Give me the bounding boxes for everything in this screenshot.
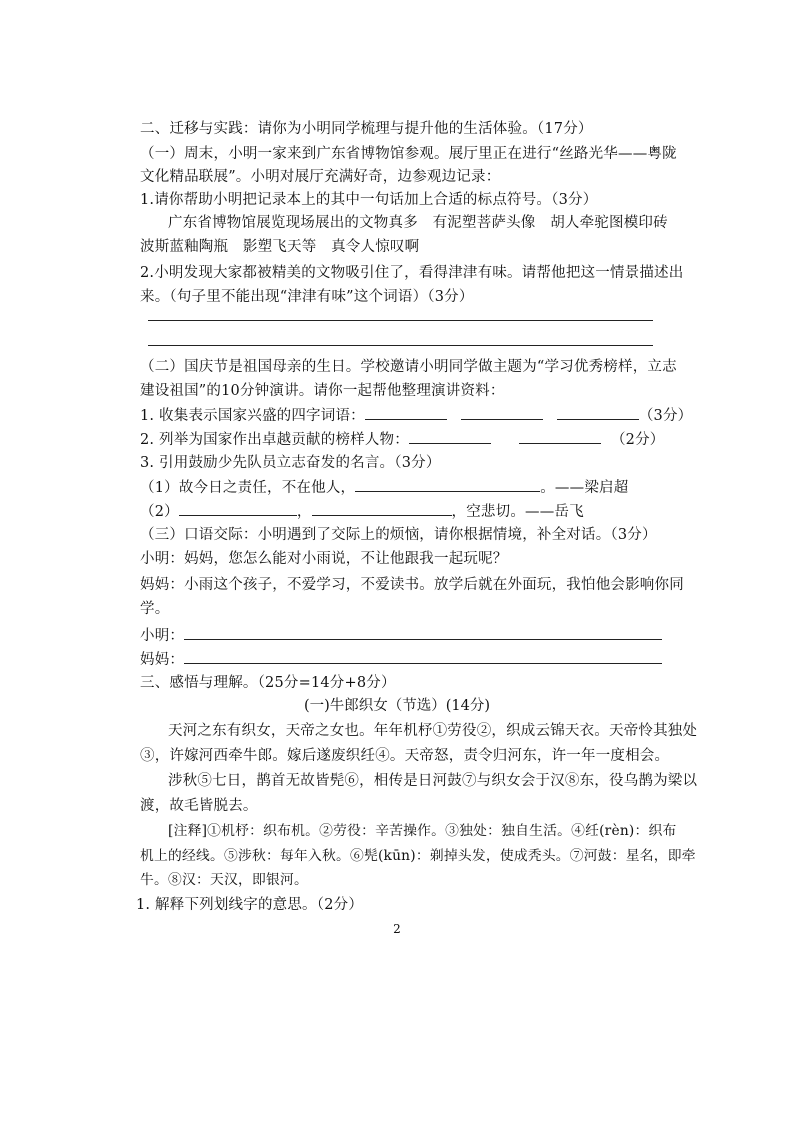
notes-line-1: [注释]①机杼：织布机。②劳役：辛苦操作。③独处：独自生活。④纴(rèn)：织布 [168,823,677,839]
speaker-xiaoming: 小明： [140,628,185,644]
section-2-heading: 二、迁移与实践：请你为小明同学梳理与提升他的生活体验。（17分） [140,121,593,137]
answer-blank[interactable] [355,476,540,492]
quote-1-prefix: （1）故今日之责任，不在他人， [140,480,356,496]
answer-blank[interactable] [519,428,601,444]
part-2-question-1-score: （3分） [638,408,693,424]
answer-blank[interactable] [184,624,662,640]
part-1-intro-line-1: （一）周末，小明一家来到广东省博物馆参观。展厅里正在进行“丝路光华——粤陇 [140,146,677,162]
answer-blank[interactable] [557,404,639,420]
dialog-mom-answer [140,648,662,671]
passage-line-3: 涉秋⑤七日，鹊首无故皆髡⑥，相传是日河鼓⑦与织女会于汉⑧东，役乌鹊为梁以 [168,773,698,789]
quote-1 [140,476,628,499]
record-line-2: 波斯蓝釉陶瓶 影塑飞天等 真令人惊叹啊 [140,239,420,255]
answer-blank[interactable] [179,500,297,516]
section-3-heading: 三、感悟与理解。（25分=14分+8分） [140,675,396,691]
part-2-intro-line-2: 建设祖国”的10分钟演讲。请你一起帮他整理演讲资料： [140,383,505,399]
part-1-question-2-line-2: 来。（句子里不能出现“津津有味”这个词语）（3分） [140,289,474,305]
record-line-1: 广东省博物馆展览现场展出的文物真多 有泥塑菩萨头像 胡人牵驼图模印砖 [168,215,668,231]
section-3-question-1: 1. 解释下列划线字的意思。（2分） [136,897,364,913]
part-2-question-2-score: （2分） [610,432,665,448]
notes-line-2: 机上的经线。⑤涉秋：每年入秋。⑥髡(kūn)：剃掉头发，使成秃头。⑦河鼓：星名，即牵 [140,848,696,864]
answer-blank[interactable] [461,404,543,420]
page-number: 2 [393,922,401,936]
passage-line-2: ③，许嫁河西牵牛郎。嫁后遂废织纴④。天帝怒，责令归河东，许一年一度相会。 [140,748,670,764]
answer-blank[interactable] [184,648,662,664]
answer-blank[interactable] [365,404,447,420]
quote-2 [140,500,584,523]
part-2-question-3: 3. 引用鼓励少先队员立志奋发的名言。（3分） [140,455,441,471]
part-1-question-1: 1.请你帮助小明把记录本上的其中一句话加上合适的标点符号。（3分） [140,192,598,208]
dialog-mom-line-1: 妈妈：小雨这个孩子，不爱学习，不爱读书。放学后就在外面玩，我怕他会影响你同 [140,577,684,593]
part-2-question-1-text: 1. 收集表示国家兴盛的四字词语： [140,408,365,424]
part-2-question-1 [140,404,692,427]
speaker-mom: 妈妈： [140,652,185,668]
quote-1-suffix: 。——梁启超 [540,480,629,496]
passage-title: (一)牛郎织女（节选）(14分) [303,698,491,714]
answer-line[interactable] [148,345,653,346]
quote-2-suffix: ，空悲切。——岳飞 [451,504,584,520]
passage-line-1: 天河之东有织女，天帝之女也。年年机杼①劳役②，织成云锦天衣。天帝怜其独处 [168,723,698,739]
answer-line[interactable] [148,320,653,321]
notes-line-3: 牛。⑧汉：天汉，即银河。 [140,872,308,888]
dialog-mom-line-2: 学。 [140,601,170,617]
part-2-intro-line-1: （二）国庆节是祖国母亲的生日。学校邀请小明同学做主题为“学习优秀榜样，立志 [140,359,677,375]
part-1-question-2-line-1: 2.小明发现大家都被精美的文物吸引住了，看得津津有味。请帮他把这一情景描述出 [140,265,684,281]
dialog-xiaoming: 小明：妈妈，您怎么能对小雨说，不让他跟我一起玩呢？ [140,551,508,567]
passage-line-4: 渡，故毛皆脱去。 [140,798,258,814]
part-1-intro-line-2: 文化精品联展”。小明对展厅充满好奇，边参观边记录： [140,169,501,185]
dialog-xiaoming-answer [140,624,662,647]
part-2-question-2-text: 2. 列举为国家作出卓越贡献的榜样人物： [140,432,409,448]
quote-2-prefix: （2） [140,504,179,520]
answer-blank[interactable] [312,500,452,516]
quote-2-comma: ， [296,504,312,520]
part-3-intro: （三）口语交际：小明遇到了交际上的烦恼，请你根据情境，补全对话。（3分） [140,527,657,543]
answer-blank[interactable] [409,428,491,444]
part-2-question-2 [140,428,664,451]
